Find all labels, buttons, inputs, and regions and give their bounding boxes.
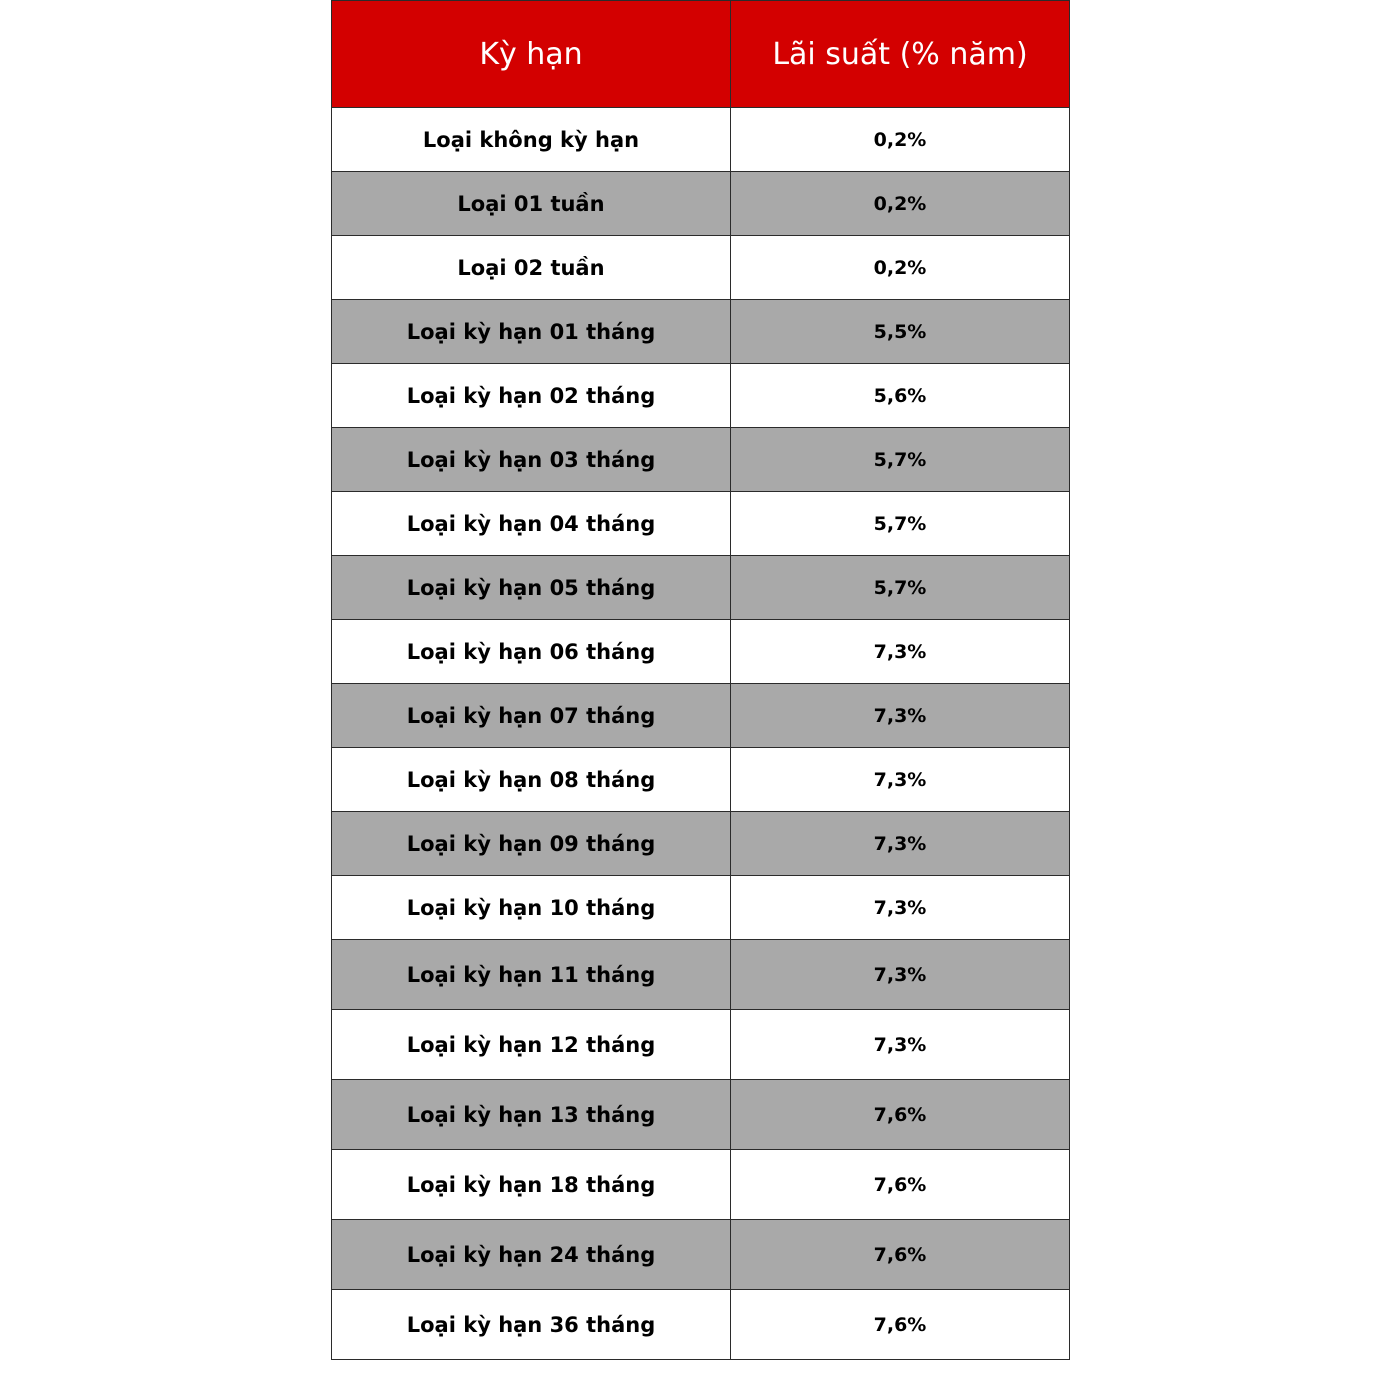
term-cell: Loại 01 tuần <box>332 172 731 236</box>
table-row <box>332 236 1070 300</box>
rate-cell: 0,2% <box>731 236 1070 300</box>
rate-cell: 5,7% <box>731 556 1070 620</box>
table-row <box>332 940 1070 1010</box>
rate-cell: 0,2% <box>731 172 1070 236</box>
table-row <box>332 748 1070 812</box>
table-row <box>332 556 1070 620</box>
term-cell: Loại kỳ hạn 05 tháng <box>332 556 731 620</box>
table-row <box>332 1080 1070 1150</box>
rate-cell: 7,6% <box>731 1290 1070 1360</box>
rate-cell: 5,5% <box>731 300 1070 364</box>
interest-rate-table <box>331 0 1070 1360</box>
term-cell: Loại kỳ hạn 18 tháng <box>332 1150 731 1220</box>
table-row <box>332 108 1070 172</box>
rate-cell: 7,3% <box>731 1010 1070 1080</box>
term-cell: Loại kỳ hạn 11 tháng <box>332 940 731 1010</box>
rate-cell: 7,6% <box>731 1220 1070 1290</box>
rate-cell: 7,6% <box>731 1150 1070 1220</box>
table-row <box>332 1220 1070 1290</box>
table-row <box>332 300 1070 364</box>
table-row <box>332 428 1070 492</box>
term-cell: Loại kỳ hạn 08 tháng <box>332 748 731 812</box>
rate-cell: 0,2% <box>731 108 1070 172</box>
term-cell: Loại kỳ hạn 12 tháng <box>332 1010 731 1080</box>
term-cell: Loại kỳ hạn 10 tháng <box>332 876 731 940</box>
term-cell: Loại kỳ hạn 01 tháng <box>332 300 731 364</box>
rate-cell: 7,6% <box>731 1080 1070 1150</box>
header-term: Kỳ hạn <box>332 1 731 108</box>
rate-cell: 7,3% <box>731 620 1070 684</box>
table-body <box>332 108 1070 1360</box>
term-cell: Loại kỳ hạn 03 tháng <box>332 428 731 492</box>
term-cell: Loại kỳ hạn 04 tháng <box>332 492 731 556</box>
rate-cell: 5,6% <box>731 364 1070 428</box>
term-cell: Loại kỳ hạn 07 tháng <box>332 684 731 748</box>
rate-cell: 7,3% <box>731 748 1070 812</box>
table-row <box>332 1010 1070 1080</box>
table-row <box>332 1150 1070 1220</box>
rate-cell: 7,3% <box>731 684 1070 748</box>
table-row <box>332 684 1070 748</box>
rate-cell: 5,7% <box>731 492 1070 556</box>
table-row <box>332 364 1070 428</box>
term-cell: Loại kỳ hạn 02 tháng <box>332 364 731 428</box>
header-row <box>332 1 1070 108</box>
table-header <box>332 1 1070 108</box>
term-cell: Loại kỳ hạn 09 tháng <box>332 812 731 876</box>
table-row <box>332 492 1070 556</box>
table-row <box>332 876 1070 940</box>
term-cell: Loại kỳ hạn 13 tháng <box>332 1080 731 1150</box>
header-rate: Lãi suất (% năm) <box>731 1 1070 108</box>
rate-cell: 7,3% <box>731 940 1070 1010</box>
table-row <box>332 812 1070 876</box>
rate-cell: 7,3% <box>731 876 1070 940</box>
term-cell: Loại kỳ hạn 06 tháng <box>332 620 731 684</box>
term-cell: Loại 02 tuần <box>332 236 731 300</box>
rate-cell: 5,7% <box>731 428 1070 492</box>
table-row <box>332 1290 1070 1360</box>
table-row <box>332 172 1070 236</box>
term-cell: Loại không kỳ hạn <box>332 108 731 172</box>
table-row <box>332 620 1070 684</box>
term-cell: Loại kỳ hạn 36 tháng <box>332 1290 731 1360</box>
rate-cell: 7,3% <box>731 812 1070 876</box>
term-cell: Loại kỳ hạn 24 tháng <box>332 1220 731 1290</box>
